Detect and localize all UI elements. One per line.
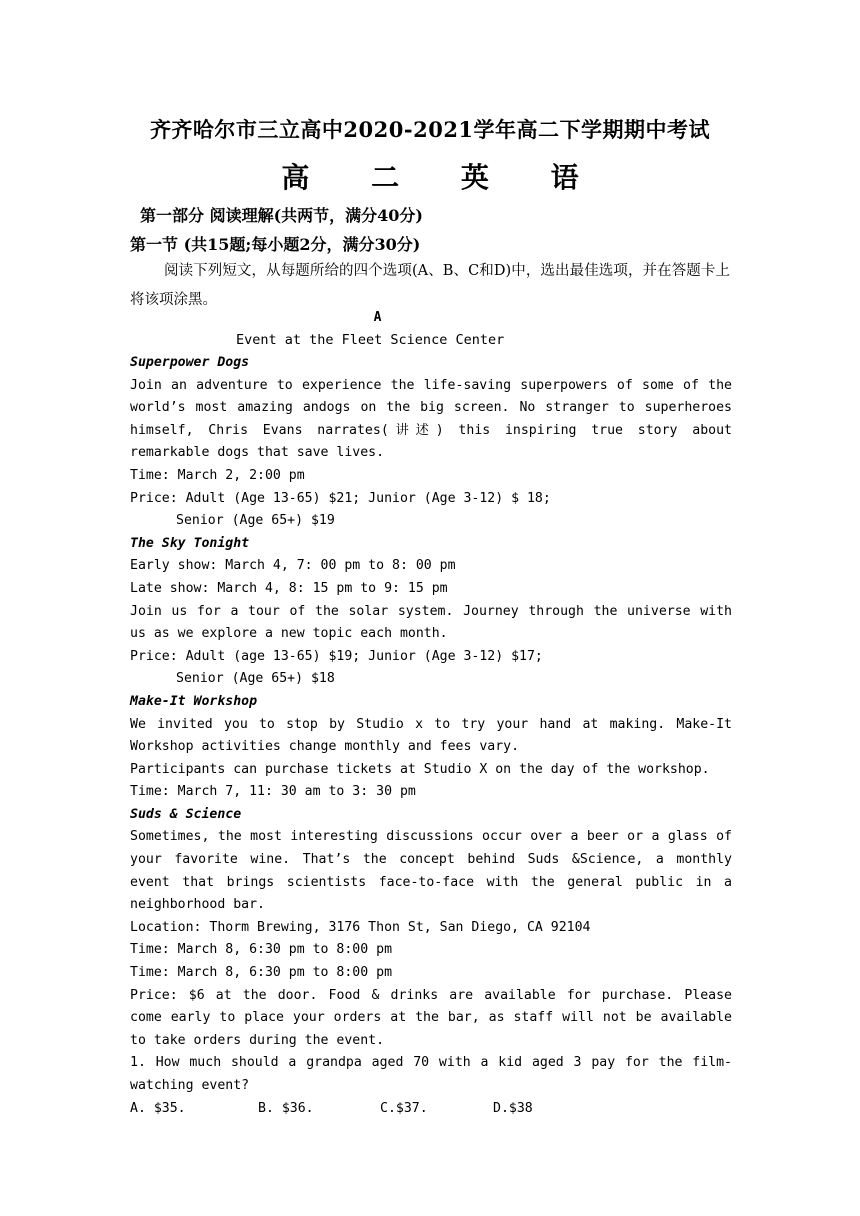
event-time: Late show: March 4, 8: 15 pm to 9: 15 pm xyxy=(130,580,448,596)
event-description: Participants can purchase tickets at Studio X on the day of the workshop. xyxy=(130,761,710,777)
instructions: 阅读下列短文，从每题所给的四个选项(A、B、C和D)中，选出最佳选项，并在答题卡上将该项涂黑。 xyxy=(130,263,730,308)
event-heading: Make-It Workshop xyxy=(130,693,258,709)
part-heading: 第一部分 阅读理解(共两节，满分40分) xyxy=(140,206,423,225)
event-price: Price: Adult (age 13-65) $19; Junior (Age 3-12) $17; xyxy=(130,648,543,664)
option-d: D.$38 xyxy=(493,1100,533,1116)
passage-title: Event at the Fleet Science Center xyxy=(236,332,505,348)
event-price: Price: Adult (Age 13-65) $21; Junior (Age 3-12) $ 18; xyxy=(130,490,551,506)
section-heading: 第一节 (共15题;每小题2分，满分30分) xyxy=(130,235,421,254)
event-description: Join an adventure to experience the life-saving superpowers of some of the world’s most amazing andogs on the big screen. No stranger to superheroes himself, Chris Evans narrates(讲述) this inspiring true story about remarkable dogs that save lives. xyxy=(130,377,732,461)
event-heading: The Sky Tonight xyxy=(130,535,250,551)
question-stem: 1. How much should a grandpa aged 70 with a kid aged 3 pay for the film-watching event? xyxy=(130,1055,732,1093)
event-description: Join us for a tour of the solar system. Journey through the universe with us as we explore a new topic each month. xyxy=(130,603,732,642)
option-a: A. $35. xyxy=(130,1100,186,1116)
event-heading: Superpower Dogs xyxy=(130,355,250,370)
answer-options xyxy=(130,1098,732,1121)
option-c: C.$37. xyxy=(380,1100,428,1116)
passage-body xyxy=(130,352,732,1120)
event-price-senior: Senior (Age 65+) $18 xyxy=(176,671,335,687)
option-b: B. $36. xyxy=(258,1100,314,1116)
event-description: Sometimes, the most interesting discussions occur over a beer or a glass of your favorite wine. That’s the concept behind Suds &Science, a monthly event that brings scientists face-to-face with the general public in a neighborhood bar. xyxy=(130,829,732,913)
event-time: Time: March 8, 6:30 pm to 8:00 pm xyxy=(130,942,393,958)
event-location: Location: Thorm Brewing, 3176 Thon St, San Diego, CA 92104 xyxy=(130,919,591,935)
event-price: Price: $6 at the door. Food & drinks are available for purchase. Please come early to place your orders at the bar, as staff will not be available to take orders during the event. xyxy=(130,987,732,1048)
subject-title: 高 二 英 语 xyxy=(281,161,605,194)
event-heading: Suds & Science xyxy=(130,806,242,822)
event-description: We invited you to stop by Studio x to try your hand at making. Make-It Workshop activities change monthly and fees vary. xyxy=(130,716,732,755)
exam-title: 齐齐哈尔市三立高中2020-2021学年高二下学期期中考试 xyxy=(149,117,711,142)
event-time: Early show: March 4, 7: 00 pm to 8: 00 pm xyxy=(130,558,456,574)
event-time: Time: March 2, 2:00 pm xyxy=(130,467,305,483)
event-time: Time: March 8, 6:30 pm to 8:00 pm xyxy=(130,965,393,981)
passage-label: A xyxy=(373,310,382,325)
event-time: Time: March 7, 11: 30 am to 3: 30 pm xyxy=(130,784,416,800)
event-price-senior: Senior (Age 65+) $19 xyxy=(176,513,335,529)
